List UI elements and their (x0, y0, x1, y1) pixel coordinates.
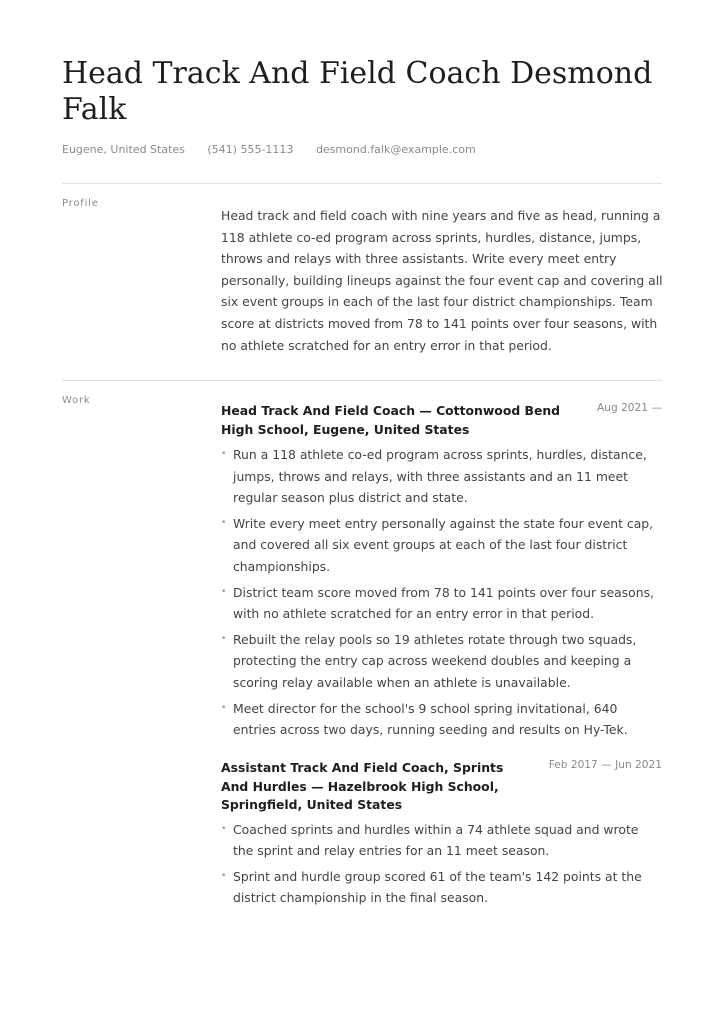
phone-text: (541) 555-1113 (207, 143, 294, 156)
job-bullets (221, 819, 662, 909)
bullet-item: • District team score moved from 78 to 141 points over four seasons, with no athlete scratched for an entry error in that period. (221, 582, 662, 625)
bullet-item: • Rebuilt the relay pools so 19 athletes rotate through two squads, protecting the entry cap across weekend doubles and keeping a scoring relay available when an athlete is unavailable. (221, 629, 662, 694)
job-entry (221, 759, 662, 909)
divider (62, 380, 662, 381)
job-bullets (221, 444, 662, 741)
contact-line (62, 143, 495, 156)
job-dates: Aug 2021 — (597, 402, 662, 414)
work-section-label: Work (62, 395, 91, 406)
job-header (221, 402, 662, 439)
job-dates: Feb 2017 — Jun 2021 (548, 759, 662, 771)
bullet-item: • Sprint and hurdle group scored 61 of the team's 142 points at the district championship in the final season. (221, 866, 662, 909)
candidate-name: Head Track And Field Coach Desmond Falk (62, 56, 653, 127)
bullet-item: • Write every meet entry personally against the state four event cap, and covered all six event groups at each of the last four district championships. (221, 513, 662, 578)
divider (62, 183, 662, 184)
job-title: Head Track And Field Coach — Cottonwood Bend High School, Eugene, United States (221, 403, 561, 437)
profile-section-label: Profile (62, 198, 99, 209)
job-title: Assistant Track And Field Coach, Sprints And Hurdles — Hazelbrook High School, Springfield, United States (221, 760, 504, 812)
job-entry (221, 402, 662, 741)
location-text: Eugene, United States (62, 143, 185, 156)
bullet-item: • Meet director for the school's 9 school spring invitational, 640 entries across two days, running seeding and results on Hy-Tek. (221, 698, 662, 741)
bullet-item: • Run a 118 athlete co-ed program across sprints, hurdles, distance, jumps, throws and relays, with three assistants and an 11 meet regular season plus district and state. (221, 444, 662, 509)
email-text: desmond.falk@example.com (315, 143, 476, 156)
bullet-item: • Coached sprints and hurdles within a 74 athlete squad and wrote the sprint and relay entries for an 11 meet season. (221, 819, 662, 862)
job-header (221, 759, 662, 815)
profile-summary: Head track and field coach with nine years and five as head, running a 118 athlete co-ed program across sprints, hurdles, distance, jumps, throws and relays with three assistants. Write every meet entry personally, building lineups against the four event cap and covering all six event groups in each of the last four district championships. Team score at districts moved from 78 to 141 points over four seasons, with no athlete scratched for an entry error in that period. (221, 208, 663, 353)
